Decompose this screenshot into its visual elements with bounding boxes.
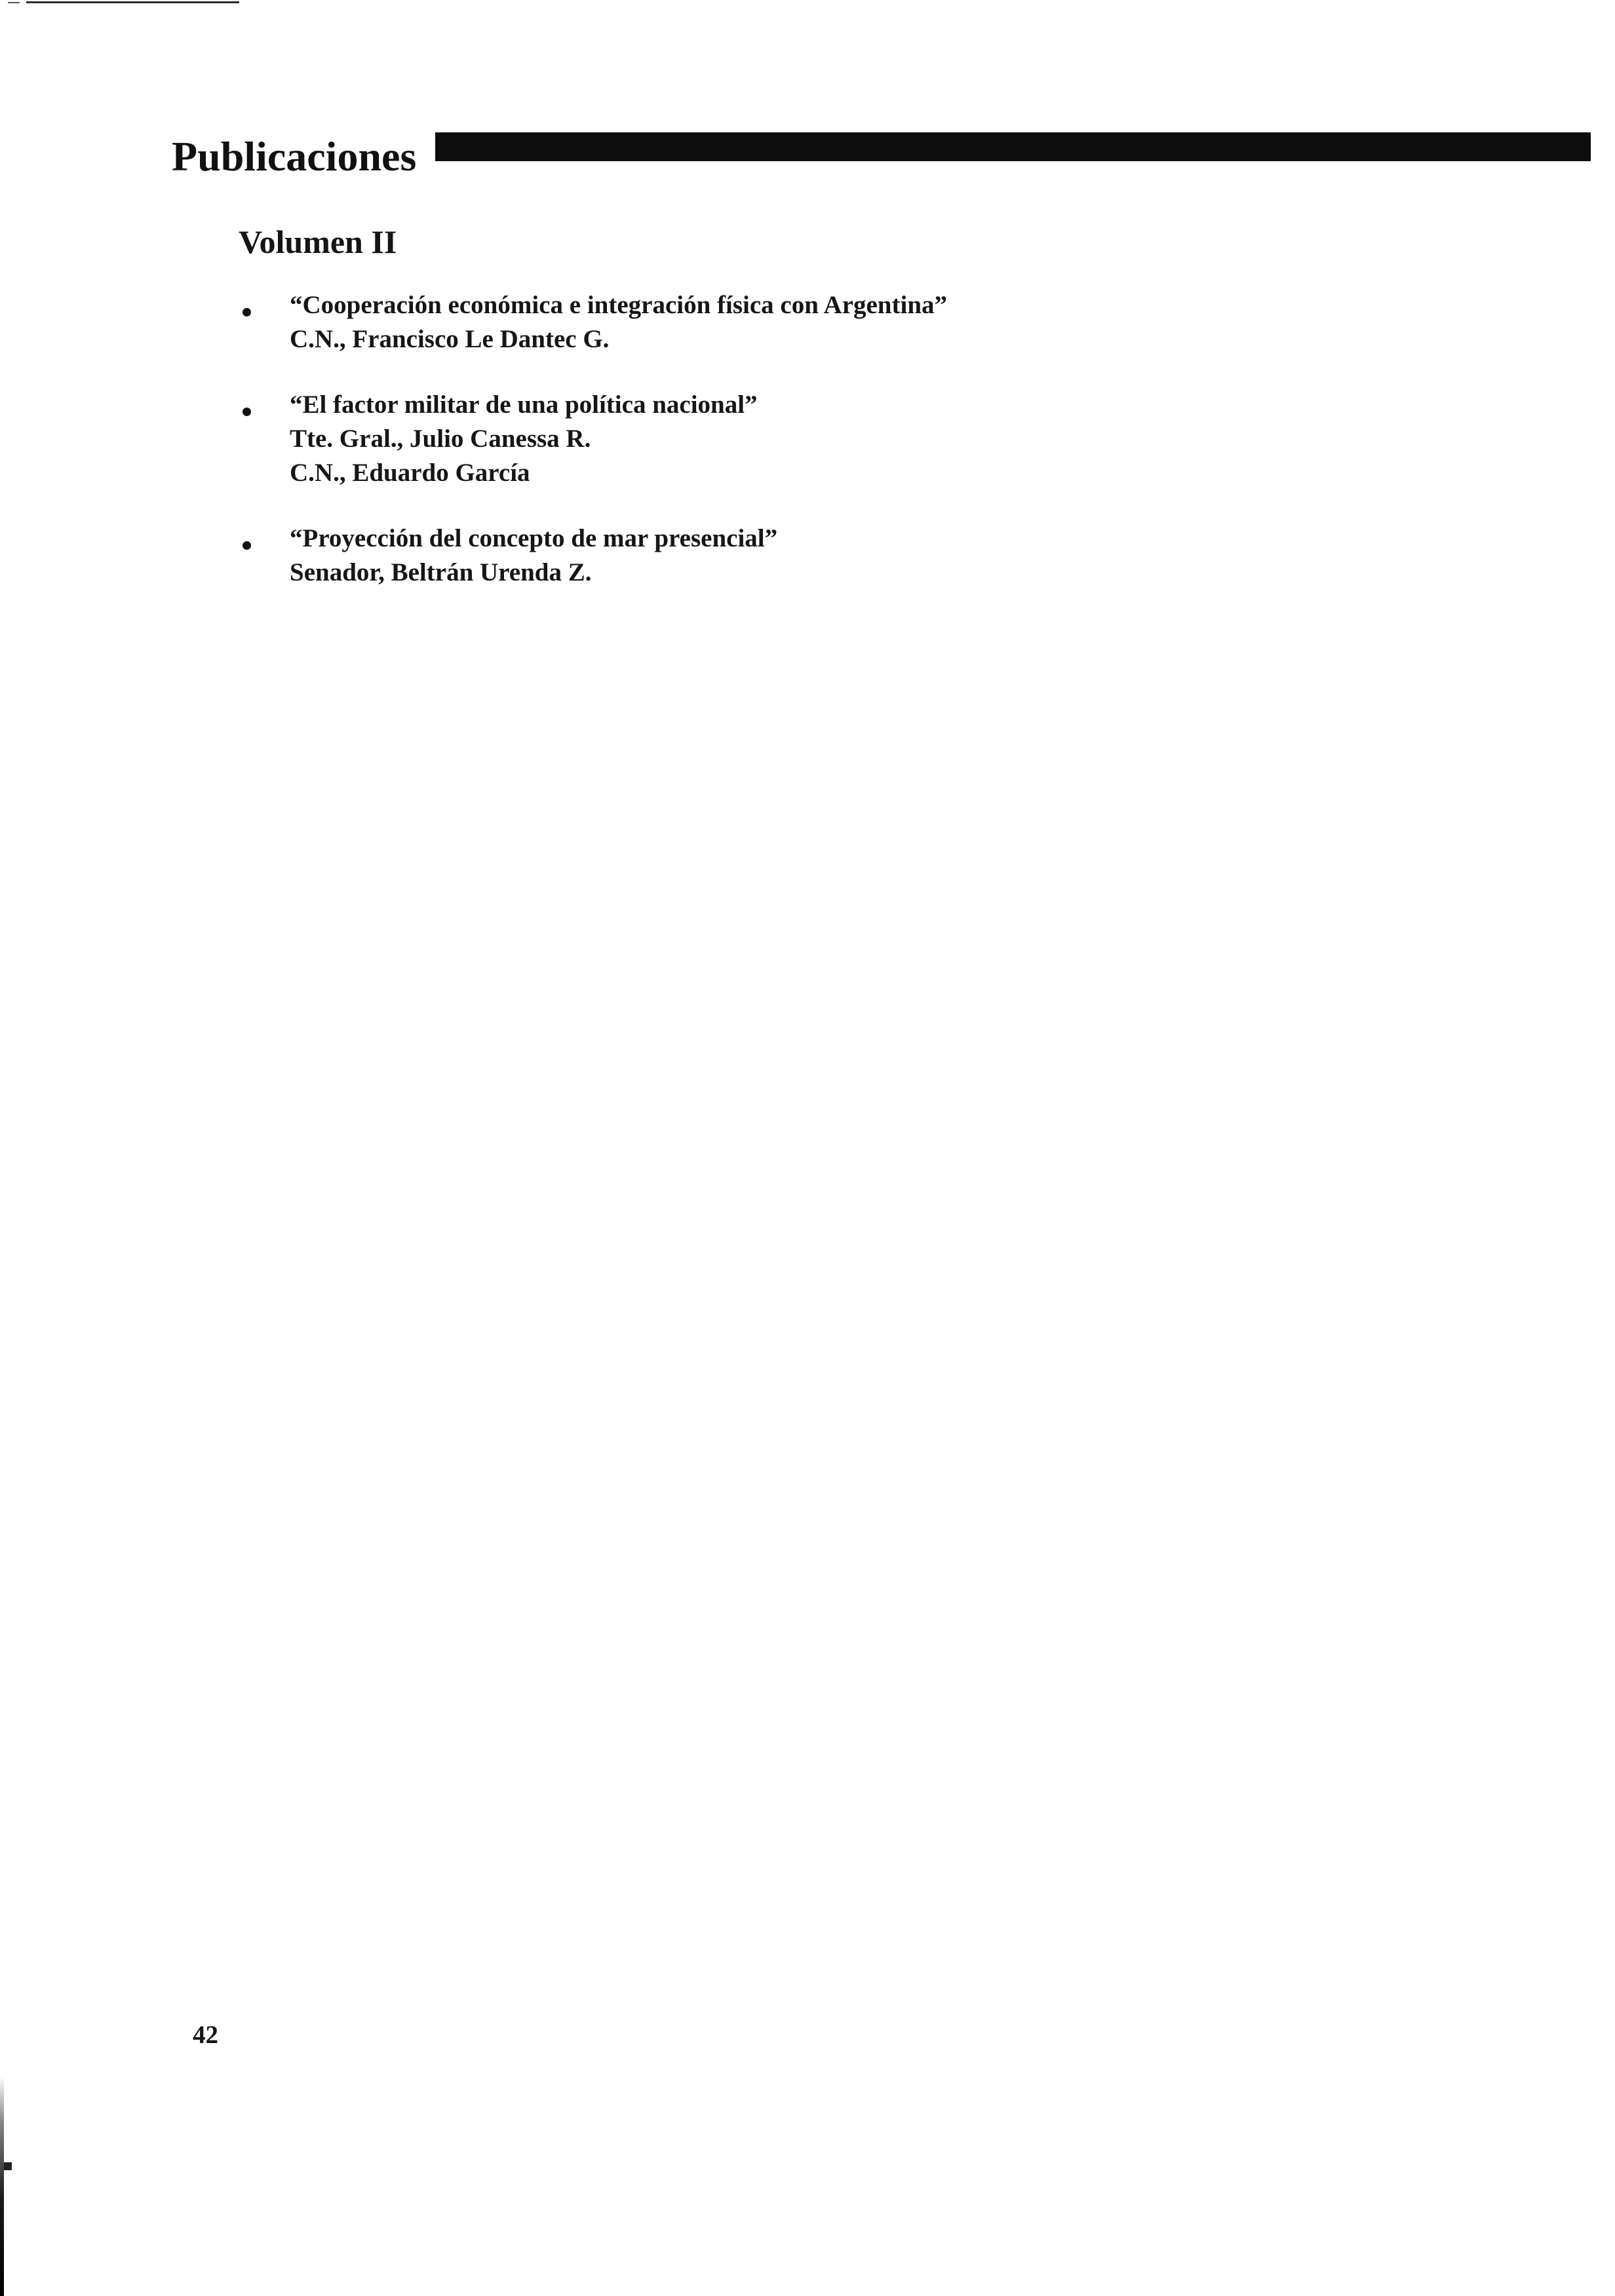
publication-author: C.N., Eduardo García	[290, 459, 530, 487]
publication-title: “Proyección del concepto de mar presencial”	[290, 524, 778, 552]
page-number: 42	[193, 2021, 218, 2049]
publication-author: C.N., Francisco Le Dantec G.	[290, 325, 610, 353]
page-header	[172, 128, 1591, 185]
bullet-icon	[243, 408, 251, 416]
scan-edge	[4, 2162, 12, 2170]
publication-list	[239, 288, 1156, 621]
scan-mark	[26, 1, 239, 3]
section-title: Volumen II	[239, 223, 397, 260]
list-item	[239, 288, 1156, 356]
publication-title: “Cooperación económica e integración física con Argentina”	[290, 291, 948, 319]
bullet-icon	[243, 541, 251, 550]
publication-author: Senador, Beltrán Urenda Z.	[290, 558, 592, 586]
publication-author: Tte. Gral., Julio Canessa R.	[290, 425, 591, 453]
bullet-icon	[243, 308, 251, 316]
list-item	[239, 388, 1156, 490]
publication-title: “El factor militar de una política nacional”	[290, 391, 758, 419]
scan-mark	[8, 2, 20, 3]
header-rule	[435, 132, 1591, 161]
scan-edge	[0, 2077, 4, 2296]
list-item	[239, 522, 1156, 590]
page-title: Publicaciones	[172, 133, 417, 180]
